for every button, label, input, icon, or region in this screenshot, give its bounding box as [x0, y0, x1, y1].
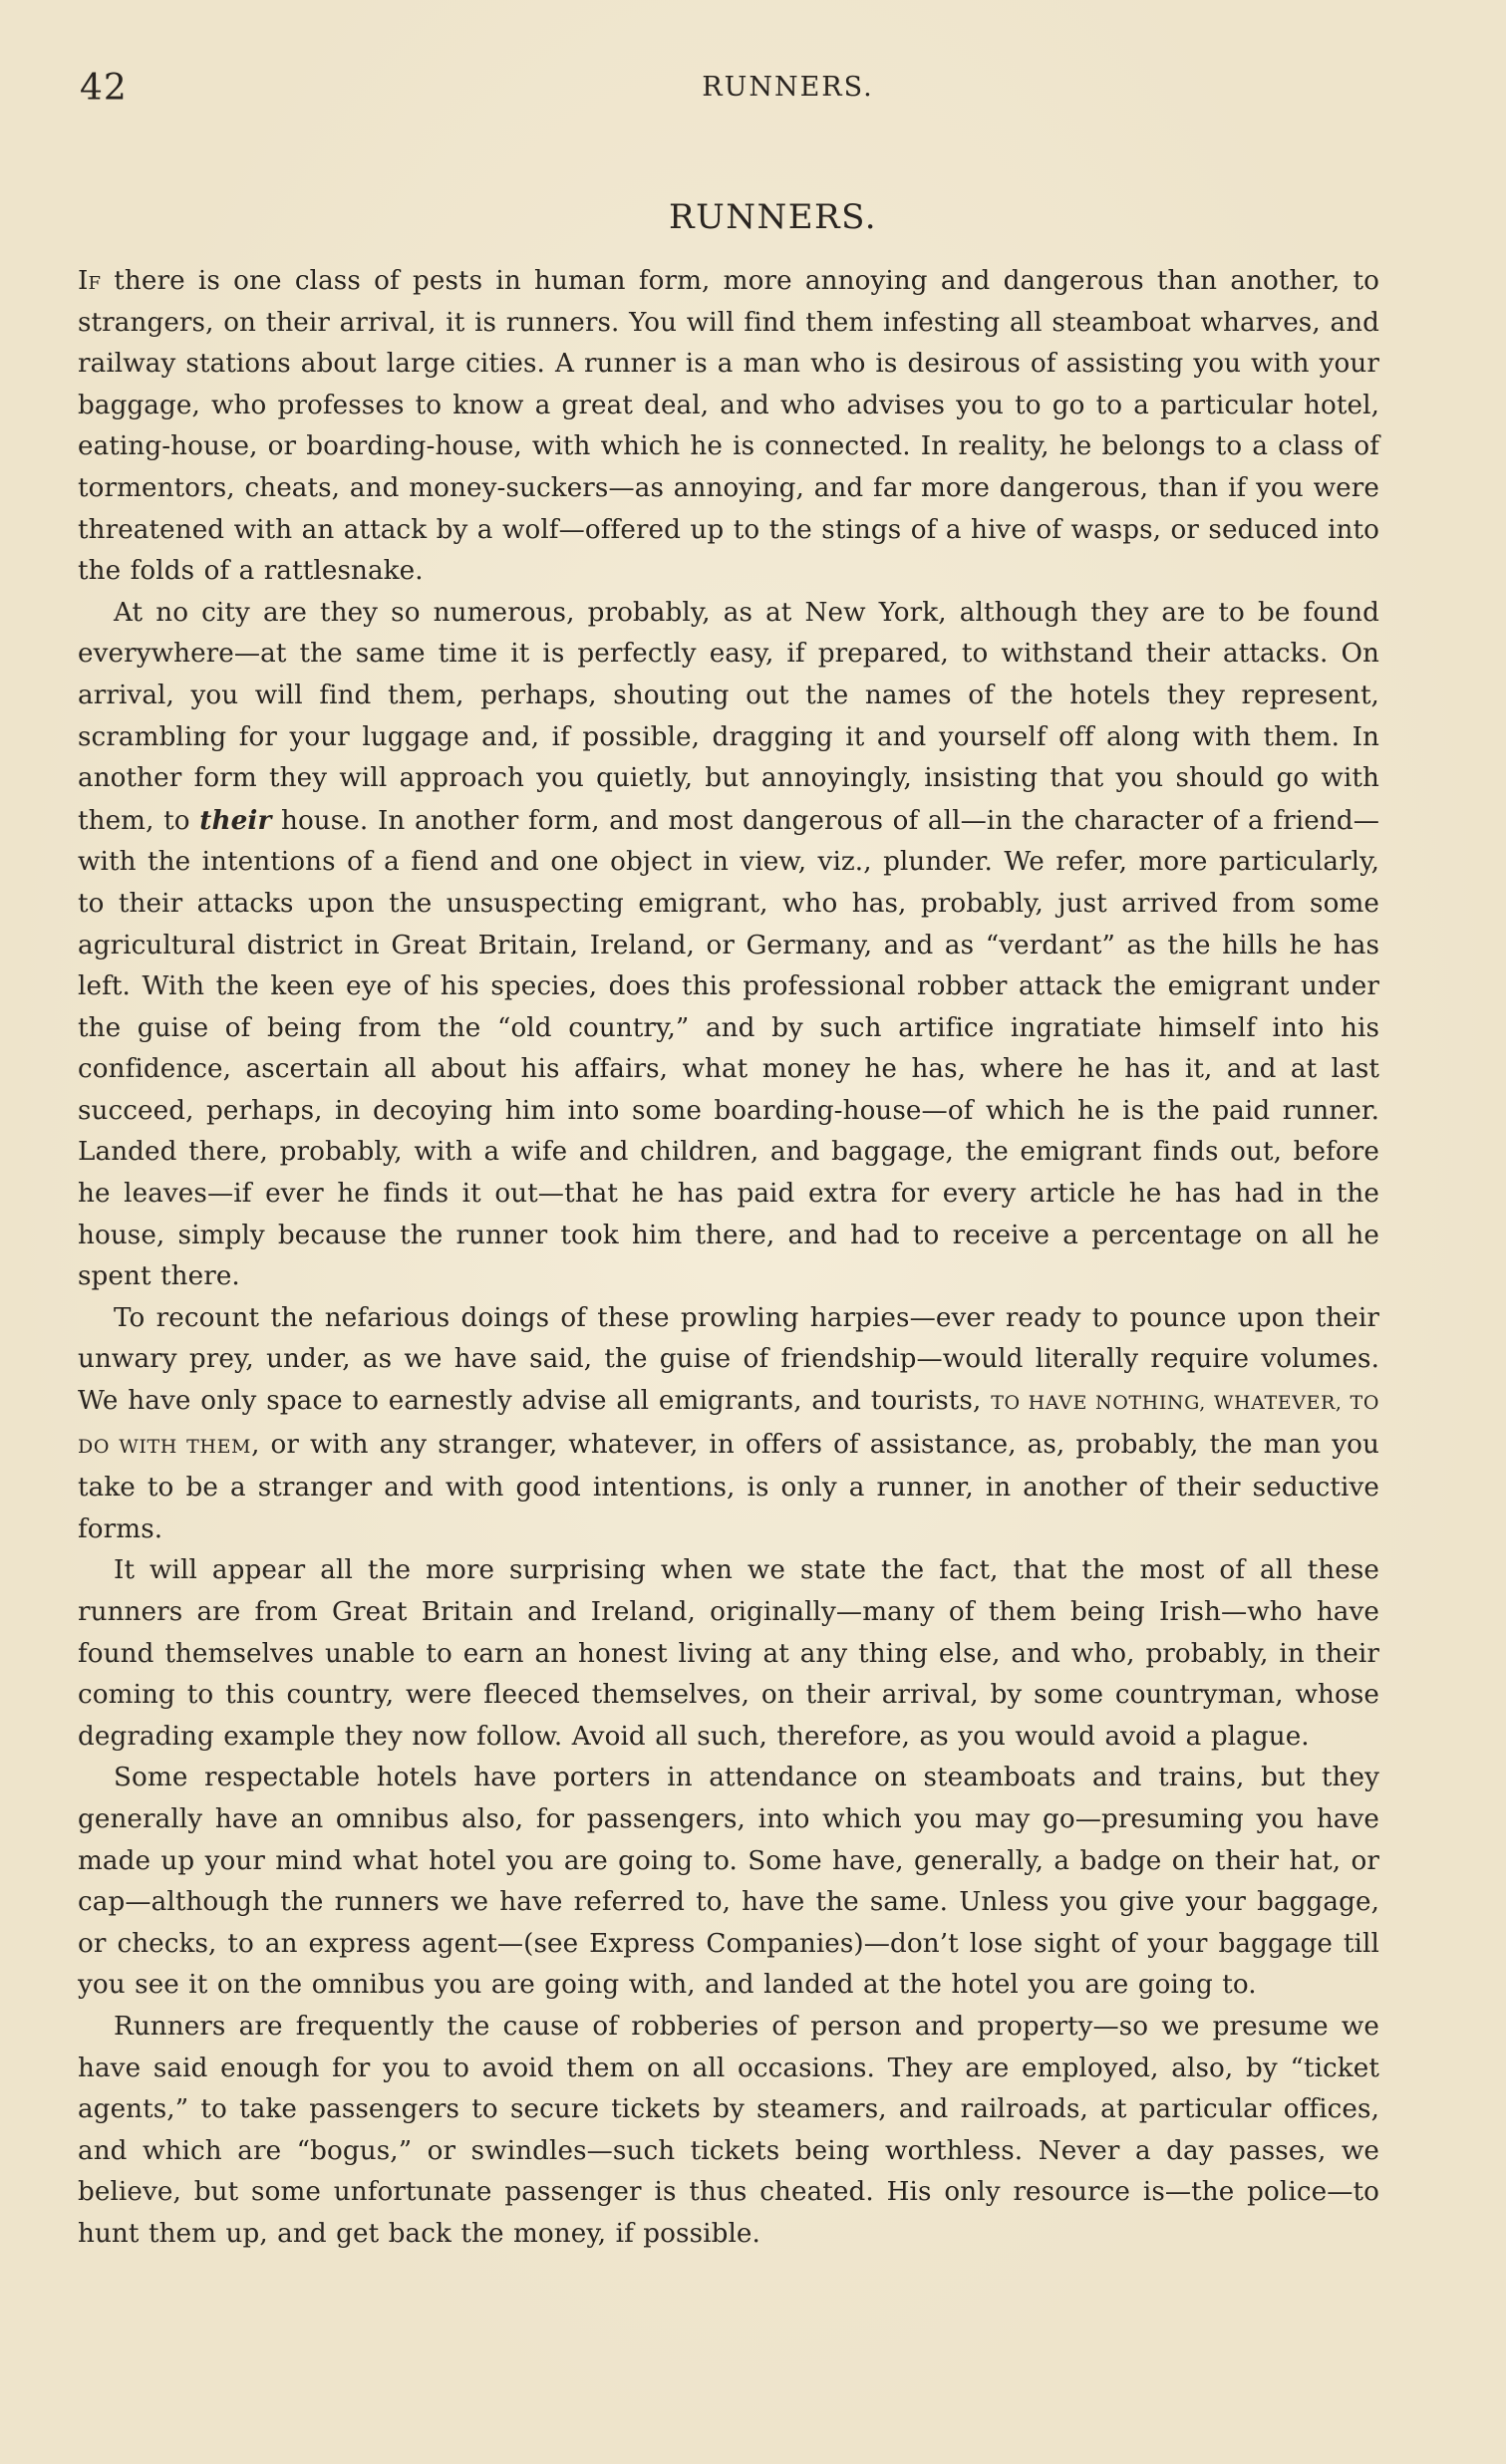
paragraph-3-smallcaps: TO HAVE NOTHING, WHATEVER, TO DO WITH THEM [78, 1392, 1379, 1458]
chapter-title: RUNNERS. [668, 197, 878, 237]
page-number: 42 [80, 68, 128, 109]
paragraph-2-text-after: house. In another form, and most dangerous of all—in the character of a friend—with the intentions of a fiend and one object in view, viz., plunder. We refer, more particularly, to their attacks upon the unsuspecting emigrant, who has, probably, just arrived from some agricultural district in Great Britain, Ireland, or Germany, and as “verdant” as the hills he has left. With the keen eye of his species, does this professional robber attack the emigrant under the guise of being from the “old country,” and by such artifice ingratiate himself into his confidence, ascertain all about his affairs, what money he has, where he has it, and at last succeed, perhaps, in decoying him into some boarding-house—of which he is the paid runner. Landed there, probably, with a wife and children, and baggage, the emigrant finds out, before he leaves—if ever he finds it out—that he has paid extra for every article he has had in the house, simply because the runner took him there, and had to receive a percentage on all he spent there. [78, 805, 1379, 1292]
paragraph-1-text: there is one class of pests in human form, more annoying and dangerous than another, to strangers, on their arrival, it is runners. You will find them infesting all steamboat wharves, and railway stations about large cities. A runner is a man who is desirous of assisting you with your baggage, who professes to know a great deal, and who advises you to go to a particular hotel, eating-house, or boarding-house, with which he is connected. In reality, he belongs to a class of tormentors, cheats, and money-suckers—as annoying, and far more dangerous, than if you were threatened with an attack by a wolf—offered up to the stings of a hive of wasps, or seduced into the folds of a rattlesnake. [78, 266, 1379, 587]
paragraph-5 [78, 1758, 1379, 2007]
drop-cap-word: If [78, 266, 102, 296]
paragraph-3-text-after: , or with any stranger, whatever, in offers of assistance, as, probably, the man you take to be a stranger and with good intentions, is only a runner, in another of their seductive forms. [78, 1429, 1379, 1544]
paragraph-6 [78, 2007, 1379, 2256]
running-title: RUNNERS. [702, 72, 874, 103]
paragraph-2-emphasis: their [199, 804, 272, 836]
running-head [80, 68, 1426, 118]
paragraph-3-text-before: To recount the nefarious doings of these prowling harpies—ever ready to pounce upon their unwary prey, under, as we have said, the guise of friendship—would literally require volumes. We have only space to earnestly advise all emigrants, and tourists, [78, 1302, 1379, 1417]
paragraph-4-text: It will appear all the more surprising when we state the fact, that the most of all these runners are from Great Britain and Ireland, originally—many of them being Irish—who have found themselves unable to earn an honest living at any thing else, and who, probably, in their coming to this country, were fleeced themselves, on their arrival, by some countryman, whose degrading example they now follow. Avoid all such, therefore, as you would avoid a plague. [78, 1555, 1379, 1752]
paragraph-2-text-before: At no city are they so numerous, probably, as at New York, although they are to be found everywhere—at the same time it is perfectly easy, if prepared, to withstand their attacks. On arrival, you will find them, perhaps, shouting out the names of the hotels they represent, scrambling for your luggage and, if possible, dragging it and yourself off along with them. In another form they will approach you quietly, but annoyingly, insisting that you should go with them, to [78, 597, 1379, 836]
paragraph-1 [78, 261, 1379, 593]
article-body [78, 261, 1379, 2256]
paragraph-6-text: Runners are frequently the cause of robberies of person and property—so we presume we have said enough for you to avoid them on all occasions. They are employed, also, by “ticket agents,” to take passengers to secure tickets by steamers, and railroads, at particular offices, and which are “bogus,” or swindles—such tickets being worthless. Never a day passes, we believe, but some unfortunate passenger is thus cheated. His only resource is—the police—to hunt them up, and get back the money, if possible. [78, 2011, 1379, 2249]
paragraph-3 [78, 1298, 1379, 1551]
paragraph-4 [78, 1550, 1379, 1758]
paragraph-5-text: Some respectable hotels have porters in attendance on steamboats and trains, but they generally have an omnibus also, for passengers, into which you may go—presuming you have made up your mind what hotel you are going to. Some have, generally, a badge on their hat, or cap—although the runners we have referred to, have the same. Unless you give your baggage, or checks, to an express agent—(see Express Companies)—don’t lose sight of your baggage till you see it on the omnibus you are going with, and landed at the hotel you are going to. [78, 1763, 1379, 2001]
paragraph-2 [78, 593, 1379, 1298]
